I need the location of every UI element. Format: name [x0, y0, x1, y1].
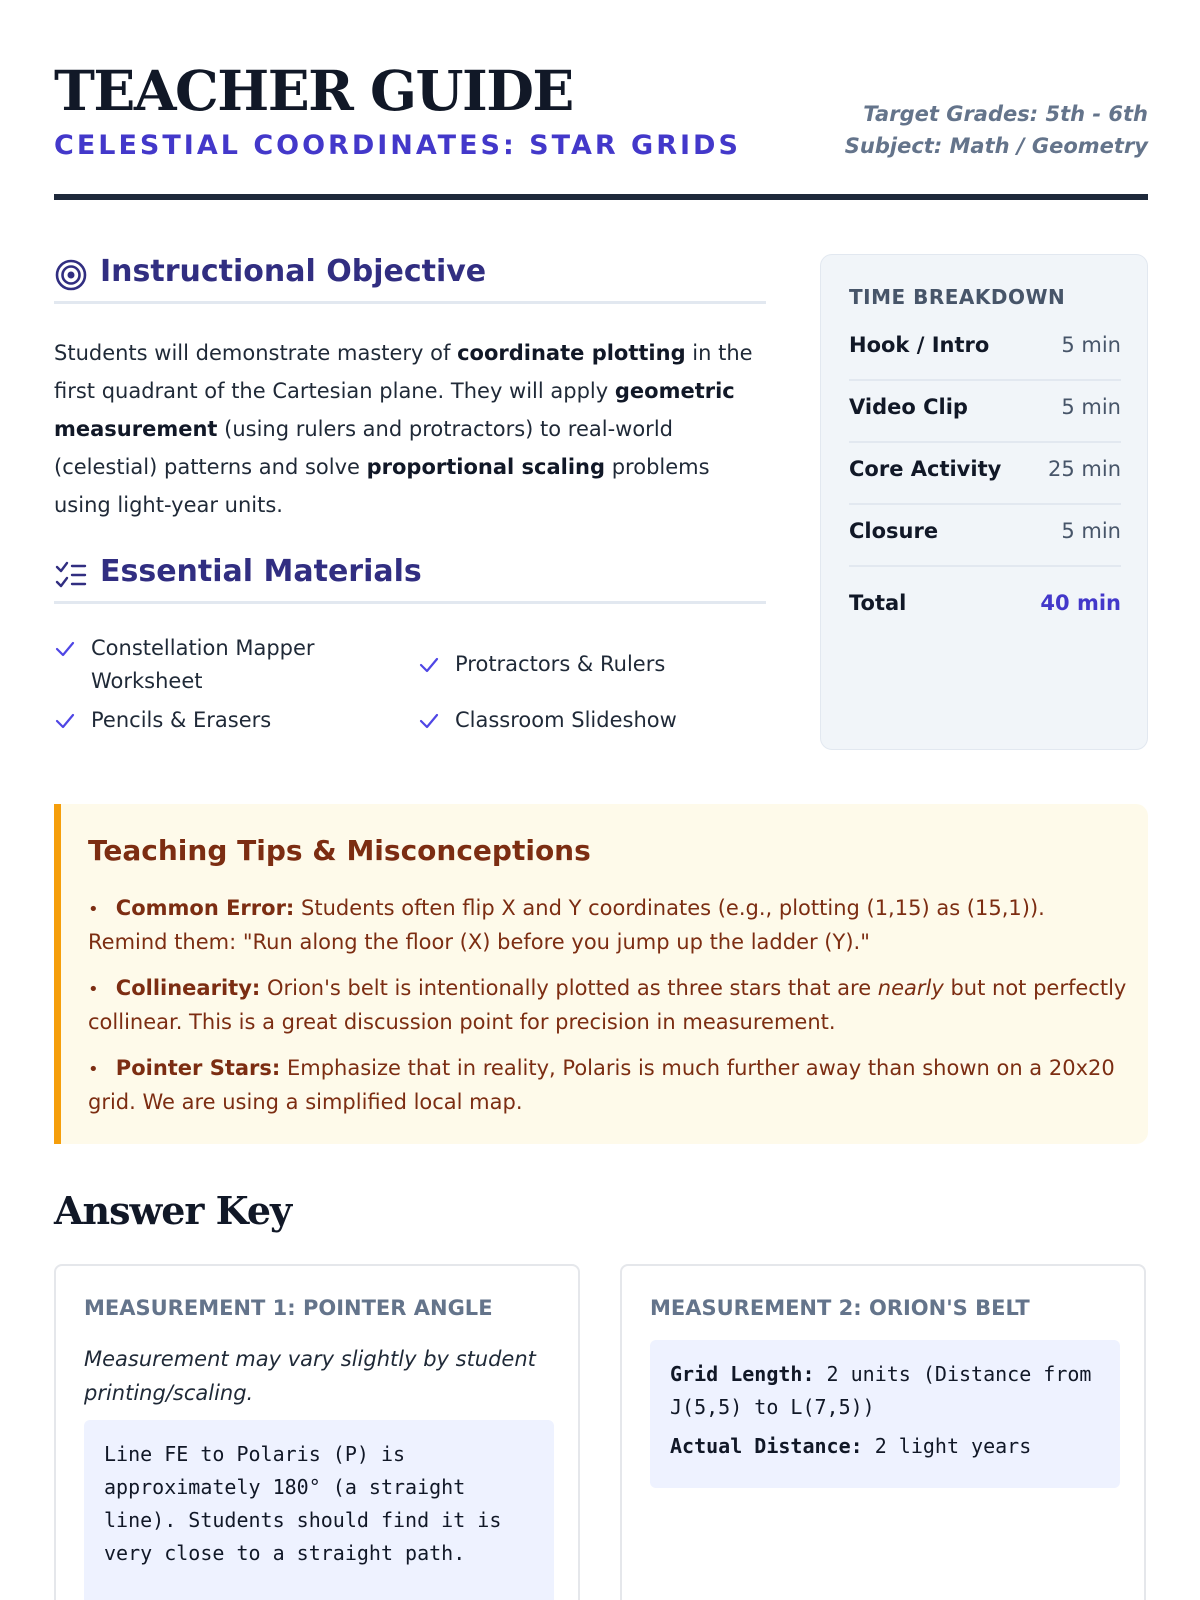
time-row-value: 25 min	[1048, 457, 1121, 481]
objective-emphasis: coordinate plotting	[457, 341, 686, 365]
bullet-icon: •	[88, 899, 116, 920]
materials-list	[54, 632, 766, 752]
answer-card-label: MEASUREMENT 2: ORION'S BELT	[650, 1296, 1030, 1320]
document-header	[54, 58, 1148, 200]
material-label: Classroom Slideshow	[455, 708, 677, 732]
material-label: Protractors & Rulers	[455, 652, 666, 676]
tip-item	[88, 892, 1128, 959]
check-icon	[54, 638, 76, 660]
answer-code-block: Line FE to Polaris (P) is approximately 180° (a straight line). Students should find it is very close to a straight path.	[84, 1420, 554, 1600]
objective-text	[54, 334, 766, 524]
tip-emphasis: nearly	[877, 976, 944, 1000]
code-key: Actual Distance:	[670, 1434, 863, 1458]
material-label: Constellation Mapper Worksheet	[91, 636, 315, 693]
document-subtitle: CELESTIAL COORDINATES: STAR GRIDS	[54, 130, 741, 161]
target-icon	[54, 258, 88, 292]
time-row	[849, 319, 1121, 381]
code-key: Grid Length:	[670, 1362, 815, 1386]
objective-emphasis: geometric measurement	[54, 379, 735, 441]
objective-text-part: Students will demonstrate mastery of	[54, 341, 458, 365]
objective-heading	[54, 252, 766, 304]
bullet-icon: •	[88, 1059, 116, 1080]
time-row-label: Hook / Intro	[849, 333, 990, 357]
time-row-value: 5 min	[1061, 333, 1121, 357]
tips-heading: Teaching Tips & Misconceptions	[88, 834, 591, 867]
answer-key-heading: Answer Key	[54, 1188, 292, 1233]
materials-heading	[54, 552, 766, 604]
time-breakdown-heading: TIME BREAKDOWN	[849, 285, 1066, 309]
tip-text: Students often flip X and Y coordinates (e.g., plotting (1,15) as (15,1)). Remind them: "Run along the floor (X) before you jump up the ladder (Y)."	[88, 896, 1045, 954]
time-row	[849, 381, 1121, 443]
check-icon	[54, 710, 76, 732]
document-title: TEACHER GUIDE	[54, 58, 573, 123]
header-divider	[54, 194, 1148, 200]
time-row	[849, 505, 1121, 567]
tip-text: Orion's belt is intentionally plotted as three stars that are	[260, 976, 878, 1000]
time-row-label: Core Activity	[849, 457, 1002, 481]
target-grades: Target Grades: 5th - 6th	[863, 102, 1148, 126]
teacher-guide-page	[54, 0, 1148, 1600]
time-total-row	[849, 591, 1121, 631]
check-icon	[418, 654, 440, 676]
tip-label: Common Error:	[115, 896, 295, 920]
objective-text-part: (using rulers and protractors) to real-world (celestial) patterns and solve	[54, 417, 673, 479]
code-value: 2 units (Distance from J(5,5) to L(7,5))	[670, 1362, 1104, 1419]
tip-item	[88, 972, 1128, 1039]
document-meta	[845, 98, 1148, 162]
time-row	[849, 443, 1121, 505]
material-label: Pencils & Erasers	[91, 708, 272, 732]
objective-text-part: in the first quadrant of the Cartesian plane. They will apply	[54, 341, 753, 403]
tip-item	[88, 1052, 1128, 1119]
bullet-icon: •	[88, 979, 116, 1000]
answer-card-note: Measurement may vary slightly by student printing/scaling.	[84, 1347, 536, 1405]
code-spacer	[670, 1424, 1100, 1430]
code-value: 2 light years	[862, 1434, 1032, 1458]
tip-label: Pointer Stars:	[115, 1056, 281, 1080]
teaching-tips-callout	[54, 804, 1148, 1144]
objective-emphasis: proportional scaling	[366, 455, 606, 479]
answer-card-label: MEASUREMENT 1: POINTER ANGLE	[84, 1296, 493, 1320]
tip-text: but not perfectly collinear. This is a great discussion point for precision in measurement.	[88, 976, 1127, 1034]
time-row-value: 5 min	[1061, 519, 1121, 543]
time-row-label: Closure	[849, 519, 939, 543]
answer-card-orions-belt	[620, 1264, 1146, 1600]
time-row-value: 5 min	[1061, 395, 1121, 419]
objective-heading-text: Instructional Objective	[100, 254, 487, 289]
time-row-label: Video Clip	[849, 395, 968, 419]
checklist-icon	[54, 558, 88, 592]
subject: Subject: Math / Geometry	[844, 134, 1148, 158]
answer-card-pointer-angle	[54, 1264, 580, 1600]
answer-code-block	[650, 1340, 1120, 1488]
objective-text-part: problems using light-year units.	[54, 455, 710, 517]
time-total-value: 40 min	[1040, 591, 1121, 615]
tip-label: Collinearity:	[115, 976, 261, 1000]
materials-heading-text: Essential Materials	[100, 554, 422, 589]
tip-text: Emphasize that in reality, Polaris is much further away than shown on a 20x20 grid. We are using a simplified local map.	[88, 1056, 1115, 1114]
check-icon	[418, 710, 440, 732]
time-breakdown-card	[820, 254, 1148, 750]
time-total-label: Total	[849, 591, 907, 615]
